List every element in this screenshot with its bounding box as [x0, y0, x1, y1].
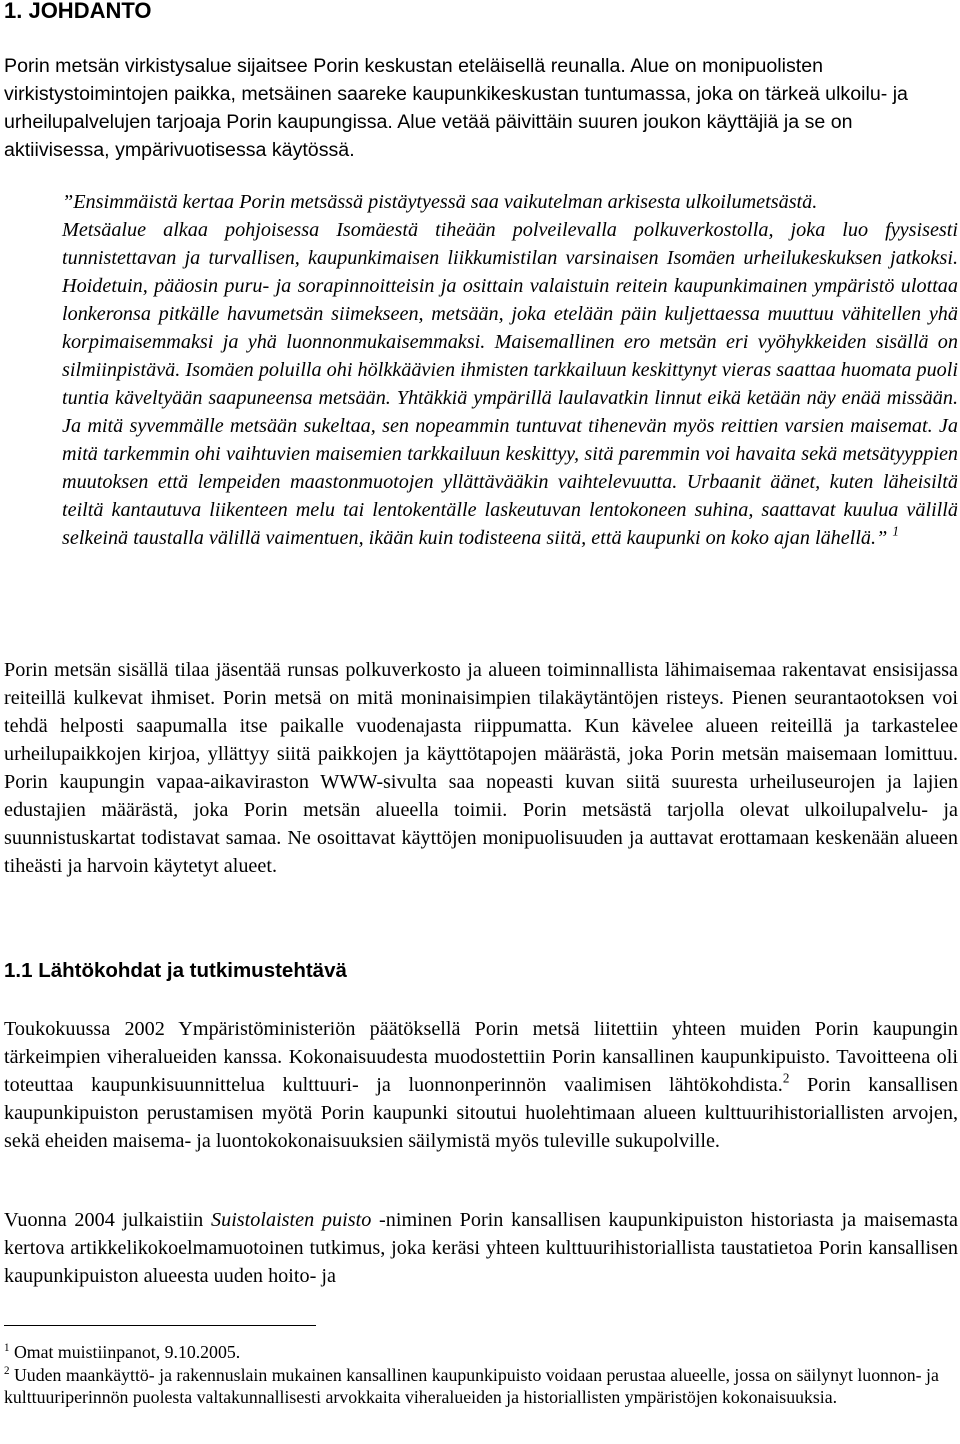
paragraph-3 [4, 1015, 958, 1155]
footnote-divider [4, 1325, 316, 1326]
footnote-2 [4, 1364, 954, 1408]
paragraph-2: Porin metsän sisällä tilaa jäsentää runsas polkuverkosto ja alueen toiminnallista lähimaisemaa rakentavat ensisijassa reiteillä kulkevat ihmiset. Porin metsä on mitä moninaisimpien tilakäytäntöjen risteys. Pienen seurantaotoksen voi tehdä helposti saapumalla itse paikalle vuodenajasta riippumatta. Kun kävelee alueen reiteillä ja tarkastelee urheilupaikkojen kirjoa, yllättyy siitä paikkojen ja käyttötapojen määrästä, joka Porin metsän maisemaan lomittuu. Porin kaupungin vapaa-aikaviraston WWW-sivulta saa nopeasti kuvan siitä suuresta urheiluseurojen ja lajien edustajien määrästä, joka Porin metsän alueella toimii. Porin metsästä tarjolla olevat ulkoilupalvelu- ja suunnistuskartat todistavat samaa. Ne osoittavat käyttöjen monipuolisuuden ja auttavat erottamaan keskenään alueen tiheästi ja harvoin käytetyt alueet. [4, 659, 958, 877]
quote-body: Metsäalue alkaa pohjoisessa Isomäestä tiheään polveilevalla polkuverkostolla, joka luo fyysisesti tunnistettavan ja turvallisen, kaupunkimaisen liikkumistilan varsinaisen Isomäen urheilukeskuksen jatkoksi. Hoidetuin, pääosin puru- ja sorapinnoitteisin ja osittain valaistuin reitein kaupunkimainen ympäristö ulottaa lonkeronsa pitkälle havumetsän siimekseen, metsään, joka etelään päin kuljettaessa muuttuu vähitellen yhä korpimaisemmaksi ja yhä luonnonmukaisemmaksi. Maisemallinen ero metsän eri vyöhykkeiden sisällä on silmiinpistävä. Isomäen poluilla ohi hölkkäävien ihmisten tarkkailuun keskittynyt vieras saattaa huomata puoli tuntia käveltyään saapuneensa metsään. Yhtäkkiä ympärillä laulavatkin linnut eikä ketään näy enää missään. Ja mitä syvemmälle metsään sukeltaa, sen nopeammin tuntuvat tihenevän myös reittien varsien maisemat. Ja mitä tarkemmin ohi vaihtuvien maisemien tarkkailuun keskittyy, sitä paremmin voi havaita sekä metsätyyppien muutoksen että lempeiden maastonmuotojen yllättävääkin vaihtelevuutta. Urbaanit äänet, kuten läheisiltä teiltä kantautuva liikenteen melu tai lentokentälle laskeutuvan lentokoneen suhina, saattavat kuulua välillä selkeinä taustalla välillä vaimentuen, ikään kuin todisteena siitä, että kaupunki on koko ajan lähellä.” [62, 219, 958, 549]
paragraph-4 [4, 1206, 958, 1290]
publication-title: Suistolaisten puisto [211, 1209, 372, 1231]
quote-first-line: ”Ensimmäistä kertaa Porin metsässä pistäytyessä saa vaikutelman arkisesta ulkoilumetsästä. [62, 191, 818, 213]
paragraph-4-text-b: -niminen Porin kansallisen kaupunkipuiston historiasta ja maisemasta kertova artikkelikokoelmamuotoinen tutkimus, joka keräsi yhteen kulttuurihistoriallista taustatietoa Porin kansallisen kaupunkipuiston alueesta uuden hoito- ja [4, 1209, 959, 1287]
footnote-ref-1: 1 [892, 523, 899, 539]
footnote-text-1: Omat muistiinpanot, 9.10.2005. [13, 1342, 241, 1362]
footnote-ref-2: 2 [782, 1070, 790, 1086]
footnote-text-2: Uuden maankäyttö- ja rakennuslain mukainen kansallinen kaupunkipuisto voidaan perustaa alueelle, jossa on säilynyt luonnon- ja kulttuuriperinnön puolesta valtakunnallisesti arvokkaita viheralueiden ja historiallisten ympäristöjen kokonaisuuksia. [4, 1365, 939, 1407]
chapter-heading: 1. JOHDANTO [4, 0, 152, 23]
footnote-number-2: 2 [4, 1364, 10, 1377]
paragraph-3-text-b: Porin kansallisen kaupunkipuiston perustamisen myötä Porin kaupunki sitoutui huolehtimaan alueen kulttuurihistoriallisten arvojen, sekä eheiden maisema- ja luontokokonaisuuksien säilymistä myös tuleville sukupolville. [4, 1074, 958, 1152]
section-heading: 1.1 Lähtökohdat ja tutkimustehtävä [4, 959, 347, 982]
footnote-1 [4, 1341, 954, 1363]
paragraph-4-text-a: Vuonna 2004 julkaistiin [4, 1209, 212, 1231]
footnote-number-1: 1 [4, 1341, 10, 1354]
intro-paragraph: Porin metsän virkistysalue sijaitsee Porin keskustan eteläisellä reunalla. Alue on monipuolisten virkistystoimintojen paikka, metsäinen saareke kaupunkikeskustan tuntumassa, joka on tärkeä ulkoilu- ja urheilupalvelujen tarjoaja Porin kaupungissa. Alue vetää päivittäin suuren joukon käyttäjiä ja se on aktiivisessa, ympärivuotisessa käytössä. [4, 55, 908, 161]
block-quote [62, 188, 958, 552]
paragraph-3-text-a: Toukokuussa 2002 Ympäristöministeriön päätöksellä Porin metsä liitettiin yhteen muiden Porin kaupungin tärkeimpien viheralueiden kanssa. Kokonaisuudesta muodostettiin Porin kansallinen kaupunkipuisto. Tavoitteena oli toteuttaa kaupunkisuunnittelua kulttuuri- ja luonnonperinnön vaalimisen lähtökohdista. [4, 1018, 958, 1096]
